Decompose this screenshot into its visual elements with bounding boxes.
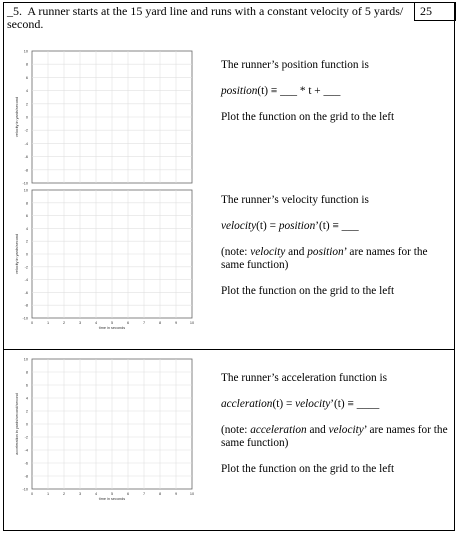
- x-tick-label: 1: [46, 321, 50, 325]
- y-tick-label: 8: [25, 370, 28, 375]
- section-divider: [4, 349, 454, 350]
- y-axis-label: velocity in yards/second: [15, 96, 19, 138]
- y-tick-label: -8: [24, 168, 28, 173]
- y-tick-label: 4: [25, 396, 28, 401]
- x-tick-label: 7: [142, 492, 146, 496]
- y-tick-label: -4: [24, 278, 28, 283]
- velocity-instruction: Plot the function on the grid to the left: [221, 285, 395, 297]
- acceleration-grid[interactable]: [10, 355, 200, 505]
- position-formula-rest: (t) ≡ ___ * t + ___: [257, 85, 341, 97]
- x-tick-label: 2: [62, 321, 66, 325]
- velocity-func-name: velocity: [221, 220, 257, 232]
- y-tick-label: -4: [24, 448, 28, 453]
- velocity-note-and: and: [285, 246, 308, 258]
- acceleration-formula-rest: ’(t) ≡ ____: [330, 398, 380, 410]
- position-instruction: Plot the function on the grid to the left: [221, 111, 395, 123]
- y-tick-label: -6: [24, 461, 28, 466]
- x-tick-label: 3: [78, 321, 82, 325]
- acceleration-note-close: ’ are names for the same function): [221, 424, 448, 449]
- x-tick-label: 7: [142, 321, 146, 325]
- velocity-func-name2: position: [278, 220, 316, 232]
- acceleration-func-name: accleration: [221, 398, 273, 410]
- acceleration-note-v2: velocity: [328, 424, 364, 436]
- points-box: 25: [414, 2, 456, 21]
- y-tick-label: 0: [25, 115, 28, 120]
- velocity-formula-mid: (t) =: [256, 220, 279, 232]
- velocity-note-open: (note:: [221, 246, 251, 258]
- acceleration-note-and: and: [306, 424, 329, 436]
- acceleration-note-v1: acceleration: [250, 424, 307, 436]
- y-tick-label: 4: [25, 89, 28, 94]
- x-tick-label: 3: [78, 492, 82, 496]
- y-tick-label: -8: [24, 474, 28, 479]
- y-tick-label: -6: [24, 290, 28, 295]
- x-tick-label: 2: [62, 492, 66, 496]
- y-tick-label: 4: [25, 226, 28, 231]
- y-tick-label: 2: [25, 409, 28, 414]
- problem-statement: [7, 5, 407, 31]
- y-tick-label: 2: [25, 102, 28, 107]
- x-tick-label: 10: [189, 321, 195, 325]
- y-tick-label: 10: [23, 188, 28, 193]
- y-tick-label: -6: [24, 155, 28, 160]
- y-axis-label: velocity in yards/second: [15, 233, 19, 275]
- velocity-formula: [221, 220, 449, 233]
- y-tick-label: 8: [25, 201, 28, 206]
- velocity-grid[interactable]: [10, 186, 200, 336]
- problem-text: A runner starts at the 15 yard line and runs with a constant velocity of 5 yards/ second.: [7, 4, 404, 31]
- position-grid[interactable]: [10, 47, 200, 192]
- velocity-intro: The runner’s velocity function is: [221, 194, 369, 206]
- y-tick-label: -8: [24, 303, 28, 308]
- x-tick-label: 4: [94, 321, 98, 325]
- y-tick-label: 8: [25, 62, 28, 67]
- y-tick-label: -2: [24, 265, 28, 270]
- acceleration-formula-mid: (t) =: [272, 398, 296, 410]
- y-axis-label: acceleration in yards/second/second: [15, 393, 19, 455]
- y-tick-label: 0: [25, 422, 28, 427]
- acceleration-note-open: (note:: [221, 424, 251, 436]
- velocity-note-v1: velocity: [250, 246, 286, 258]
- y-tick-label: 0: [25, 252, 28, 257]
- velocity-formula-rest: ’(t) ≡ ___: [315, 220, 359, 232]
- section-velocity-text: [221, 194, 449, 311]
- x-tick-label: 1: [46, 492, 50, 496]
- position-intro: The runner’s position function is: [221, 59, 369, 71]
- velocity-note-close: ’ are names for the same function): [221, 246, 428, 271]
- y-tick-label: 6: [25, 383, 28, 388]
- problem-number: _5.: [7, 4, 22, 18]
- x-tick-label: 4: [94, 492, 98, 496]
- x-tick-label: 0: [30, 321, 34, 325]
- x-tick-label: 9: [174, 321, 178, 325]
- position-func-name: position: [221, 85, 258, 97]
- x-axis-label: time in seconds: [98, 326, 126, 330]
- x-tick-label: 0: [30, 492, 34, 496]
- section-acceleration-text: [221, 372, 449, 489]
- x-tick-label: 5: [110, 492, 114, 496]
- y-tick-label: -4: [24, 141, 28, 146]
- y-tick-label: 6: [25, 75, 28, 80]
- acceleration-note: [221, 424, 449, 450]
- y-tick-label: -2: [24, 128, 28, 133]
- x-tick-label: 6: [126, 321, 130, 325]
- position-formula: [221, 85, 449, 98]
- acceleration-instruction: Plot the function on the grid to the left: [221, 463, 395, 475]
- x-tick-label: 8: [158, 492, 162, 496]
- section-position-text: [221, 59, 449, 137]
- y-tick-label: 6: [25, 214, 28, 219]
- y-tick-label: -10: [22, 316, 28, 321]
- velocity-note-v2: position: [307, 246, 344, 258]
- x-tick-label: 6: [126, 492, 130, 496]
- acceleration-intro: The runner’s acceleration function is: [221, 372, 388, 384]
- y-tick-label: -10: [22, 181, 28, 186]
- x-tick-label: 9: [174, 492, 178, 496]
- x-axis-label: time in seconds: [98, 497, 126, 501]
- acceleration-formula: [221, 398, 449, 411]
- y-tick-label: 10: [23, 357, 28, 362]
- x-tick-label: 8: [158, 321, 162, 325]
- x-tick-label: 5: [110, 321, 114, 325]
- x-tick-label: 10: [189, 492, 195, 496]
- y-tick-label: -10: [22, 487, 28, 492]
- acceleration-func-name2: velocity: [295, 398, 331, 410]
- y-tick-label: 2: [25, 239, 28, 244]
- velocity-note: [221, 246, 449, 272]
- y-tick-label: -2: [24, 435, 28, 440]
- y-tick-label: 10: [23, 49, 28, 54]
